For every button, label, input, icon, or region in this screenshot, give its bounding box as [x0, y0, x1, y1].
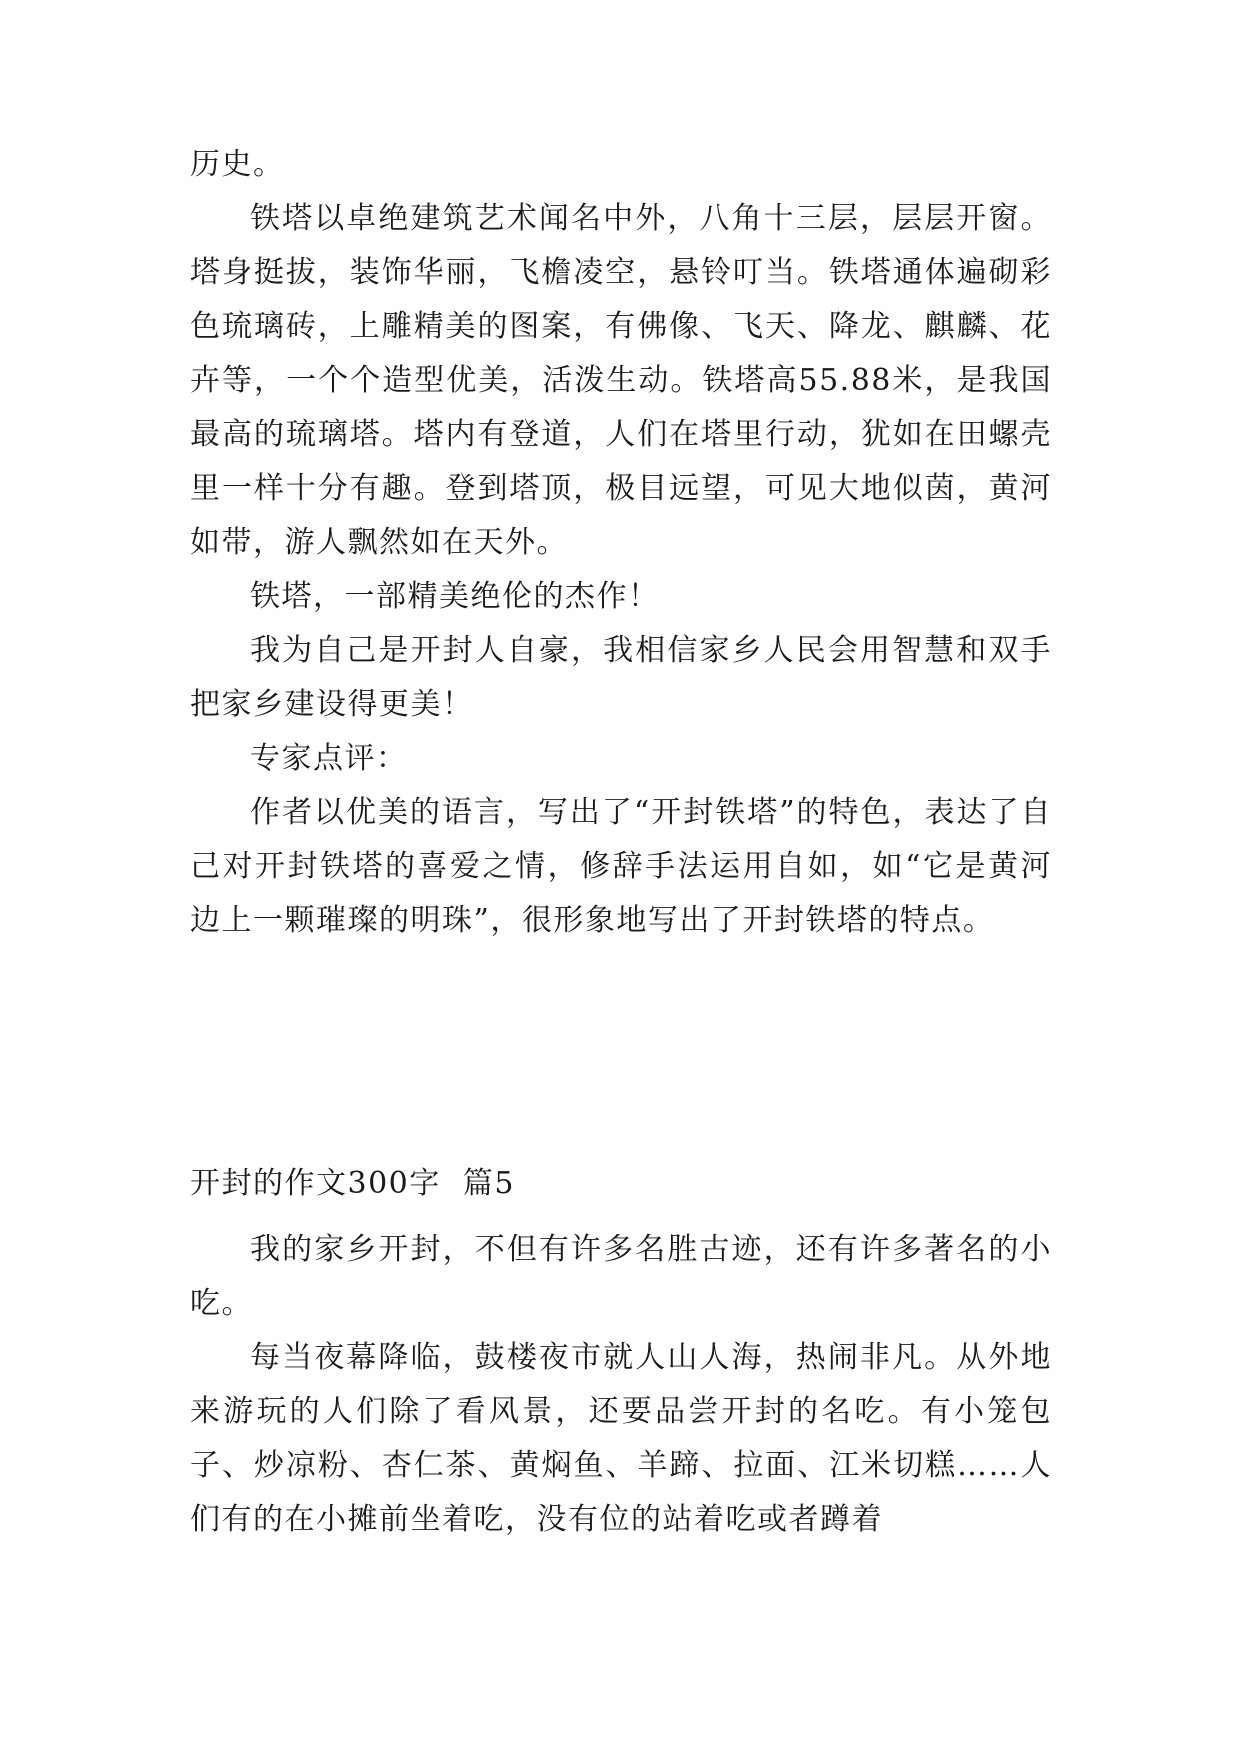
- paragraph-hometown-pride: 我为自己是开封人自豪，我相信家乡人民会用智慧和双手把家乡建设得更美！: [190, 633, 1052, 722]
- paragraph-continuation: 历史。: [190, 147, 285, 182]
- paragraph-expert-comment-label: 专家点评：: [250, 741, 408, 776]
- essay-heading: 开封的作文300字 篇5: [190, 1166, 515, 1201]
- essay-section-5: [190, 1223, 1052, 1547]
- paragraph-tower-description: 铁塔以卓绝建筑艺术闻名中外，八角十三层，层层开窗。塔身挺拔，装饰华丽，飞檐凌空，悬铃叮当。铁塔通体遍砌彩色琉璃砖，上雕精美的图案，有佛像、飞天、降龙、麒麟、花卉等，一个个造型优美，活泼生动。铁塔高55.88米，是我国最高的琉璃塔。塔内有登道，人们在塔里行动，犹如在田螺壳里一样十分有趣。登到塔顶，极目远望，可见大地似茵，黄河如带，游人飘然如在天外。: [190, 201, 1052, 560]
- essay-section-continued: [190, 138, 1052, 948]
- paragraph-night-market: 每当夜幕降临，鼓楼夜市就人山人海，热闹非凡。从外地来游玩的人们除了看风景，还要品尝开封的名吃。有小笼包子、炒凉粉、杏仁茶、黄焖鱼、羊蹄、拉面、江米切糕……人们有的在小摊前坐着吃，没有位的站着吃或者蹲着: [190, 1340, 1052, 1537]
- paragraph-tower-masterpiece: 铁塔，一部精美绝伦的杰作！: [250, 579, 660, 614]
- paragraph-snacks-intro: 我的家乡开封，不但有许多名胜古迹，还有许多著名的小吃。: [190, 1232, 1052, 1321]
- paragraph-expert-comment: 作者以优美的语言，写出了“开封铁塔”的特色，表达了自己对开封铁塔的喜爱之情，修辞手法运用自如，如“它是黄河边上一颗璀璨的明珠”，很形象地写出了开封铁塔的特点。: [190, 795, 1052, 938]
